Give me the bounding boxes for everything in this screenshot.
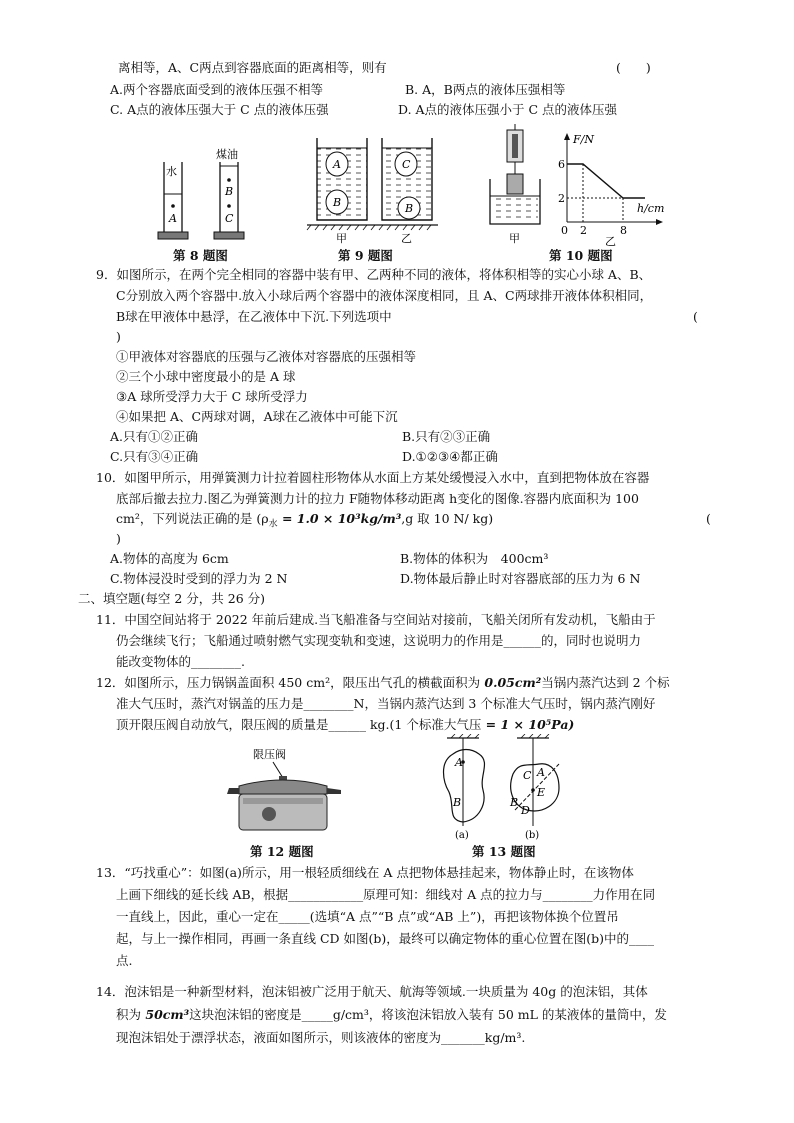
figure-9 [305,128,440,246]
fig8-oil-label: 煤油 [216,148,238,161]
q8-stem-tail: 离相等，A、C两点到容器底面的距离相等，则有 [118,60,387,75]
q10-stem-line2: 底部后撤去拉力.图乙为弹簧测力计的拉力 F随物体移动距离 h变化的图像.容器内底面积为 100 [116,491,639,506]
fig13-label-b: (b) [525,830,540,841]
q14-line3: 现泡沫铝处于漂浮状态，液面如图所示，则该液体的密度为_______kg/m³. [116,1030,526,1045]
q9-stem-line2: C分别放入两个容器中.放入小球后两个容器中的液体深度相同，且 A、C两球排开液体体积相同， [116,288,653,303]
q13-line4: 起，与上一操作相同，再画一条直线 CD 如图(b)，最终可以确定物体的重心位置在图(b)中的____ [116,931,655,946]
q10-paren-open: ( [706,511,711,526]
fig13-caption: 第 13 题图 [472,844,536,859]
q10-option-c: C.物体浸没时受到的浮力为 2 N [110,571,288,586]
q9-statement-1: ①甲液体对容器底的压强与乙液体对容器底的压强相等 [116,349,417,364]
fig12-caption: 第 12 题图 [250,844,314,859]
fig10-caption: 第 10 题图 [549,248,613,263]
figure-8 [150,140,260,245]
fig9-ball-b1: B [333,196,342,209]
q13-line1: 13．“巧找重心”：如图(a)所示，用一根轻质细线在 A 点把物体悬挂起来，物体静止时，在该物体 [96,865,634,880]
q9-stem-line3: B球在甲液体中悬浮，在乙液体中下沉.下列选项中 [116,309,392,324]
fig10-xtick-8: 8 [620,224,627,237]
q10-stem-line1: 10．如图甲所示，用弹簧测力计拉着圆柱形物体从水面上方某处缓慢浸入水中，直到把物体放在容器 [96,470,650,485]
fig8-point-a: A [169,212,177,225]
q9-option-d: D.①②③④都正确 [402,449,498,464]
q9-paren-close: ) [116,329,121,344]
fig10-origin: 0 [561,224,568,237]
fig13-label-a: (a) [455,830,469,841]
q9-option-c: C.只有③④正确 [110,449,199,464]
q9-statement-2: ②三个小球中密度最小的是 A 球 [116,369,296,384]
q9-option-a: A.只有①②正确 [110,429,199,444]
fig10-y-axis-label: F/N [573,133,594,146]
q9-paren-open: ( [693,309,698,324]
q11-line3: 能改变物体的________. [116,654,245,669]
fig8-point-b: B [225,185,234,198]
fig13b-point-c: C [523,769,532,782]
fig13b-point-a: A [537,766,545,779]
fig12-valve-label: 限压阀 [253,748,286,761]
q13-line5: 点. [116,953,133,968]
q12-line2: 准大气压时，蒸汽对锅盖的压力是________N，当锅内蒸汽达到 3 个标准大气压时，锅内蒸汽刚好 [116,696,656,711]
q10-option-d: D.物体最后静止时对容器底部的压力为 6 N [400,571,641,586]
q8-option-d: D. A点的液体压强小于 C 点的液体压强 [398,102,618,117]
q8-option-a: A.两个容器底面受到的液体压强不相等 [110,82,324,97]
fig10-label-jia: 甲 [509,232,520,245]
figure-10 [485,124,675,246]
q12-line3: 顶开限压阀自动放气，限压阀的质量是______ kg.(1 个标准大气压 = 1 × 10⁵Pa) [116,717,575,732]
q8-answer-paren: ( ) [616,60,651,75]
fig10-tick-2: 2 [558,192,565,205]
fig13a-point-a: A [455,756,463,769]
fig13a-point-b: B [453,796,462,809]
q14-line2: 积为 50cm³这块泡沫铝的密度是_____g/cm³，将该泡沫铝放入装有 50 mL 的某液体的量筒中，发 [116,1007,667,1022]
section-fill-in-title: 二、填空题(每空 2 分，共 26 分) [78,591,266,606]
q13-line3: 一直线上，因此，重心一定在_____(选填“A 点”“B 点”或“AB 上”)，再把该物体换个位置吊 [116,909,619,924]
q10-stem-line3: cm²，下列说法正确的是 ($\rho_水 = 1.0 \times 10^3kg/m^3,g$ 取 10 N/ kg) [116,511,494,530]
fig13b-point-e: E [537,786,546,799]
fig9-caption: 第 9 题图 [338,248,393,263]
fig13b-point-d: D [521,804,530,817]
q11-line2: 仍会继续飞行；飞船通过喷射燃气实现变轨和变速，这说明力的作用是______的，同时也说明力 [116,633,642,648]
fig8-caption: 第 8 题图 [173,248,228,263]
q9-stem-line1: 9．如图所示，在两个完全相同的容器中装有甲、乙两种不同的液体，将体积相等的实心小球 A、B、 [96,267,652,282]
fig13b-point-b: B [510,796,519,809]
q11-line1: 11．中国空间站将于 2022 年前后建成.当飞船准备与空间站对接前，飞船关闭所有发动机，飞船由于 [96,612,656,627]
q10-option-b: B.物体的体积为 400cm³ [400,551,549,566]
fig10-label-yi: 乙 [605,235,616,246]
q9-statement-4: ④如果把 A、C两球对调，A球在乙液体中可能下沉 [116,409,398,424]
fig9-ball-b2: B [405,202,414,215]
fig9-ball-c: C [402,158,411,171]
fig10-x-axis-label: h/cm [637,202,665,215]
q9-option-b: B.只有②③正确 [402,429,491,444]
q13-line2: 上画下细线的延长线 AB，根据____________原理可知：细线对 A 点的拉力与________力作用在同 [116,887,656,902]
q9-statement-3: ③A 球所受浮力大于 C 球所受浮力 [116,389,308,404]
fig9-label-jia: 甲 [336,232,347,245]
fig10-tick-6: 6 [558,158,565,171]
q12-line1: 12．如图所示，压力锅锅盖面积 450 cm²，限压出气孔的横截面积为 0.05cm²当锅内蒸汽达到 2 个标 [96,675,670,690]
fig10-xtick-2: 2 [580,224,587,237]
fig9-ball-a: A [333,158,341,171]
q10-paren-close: ) [116,531,121,546]
q8-option-c: C. A点的液体压强大于 C 点的液体压强 [110,102,329,117]
fig8-water-label: 水 [166,165,177,178]
fig8-point-c: C [225,212,234,225]
figure-12 [225,744,345,836]
q10-option-a: A.物体的高度为 6cm [110,551,229,566]
figure-13 [435,734,575,842]
q8-option-b: B. A，B两点的液体压强相等 [405,82,566,97]
fig9-label-yi: 乙 [401,232,412,245]
q14-line1: 14．泡沫铝是一种新型材料，泡沫铝被广泛用于航天、航海等领域.一块质量为 40g 的泡沫铝，其体 [96,984,648,999]
